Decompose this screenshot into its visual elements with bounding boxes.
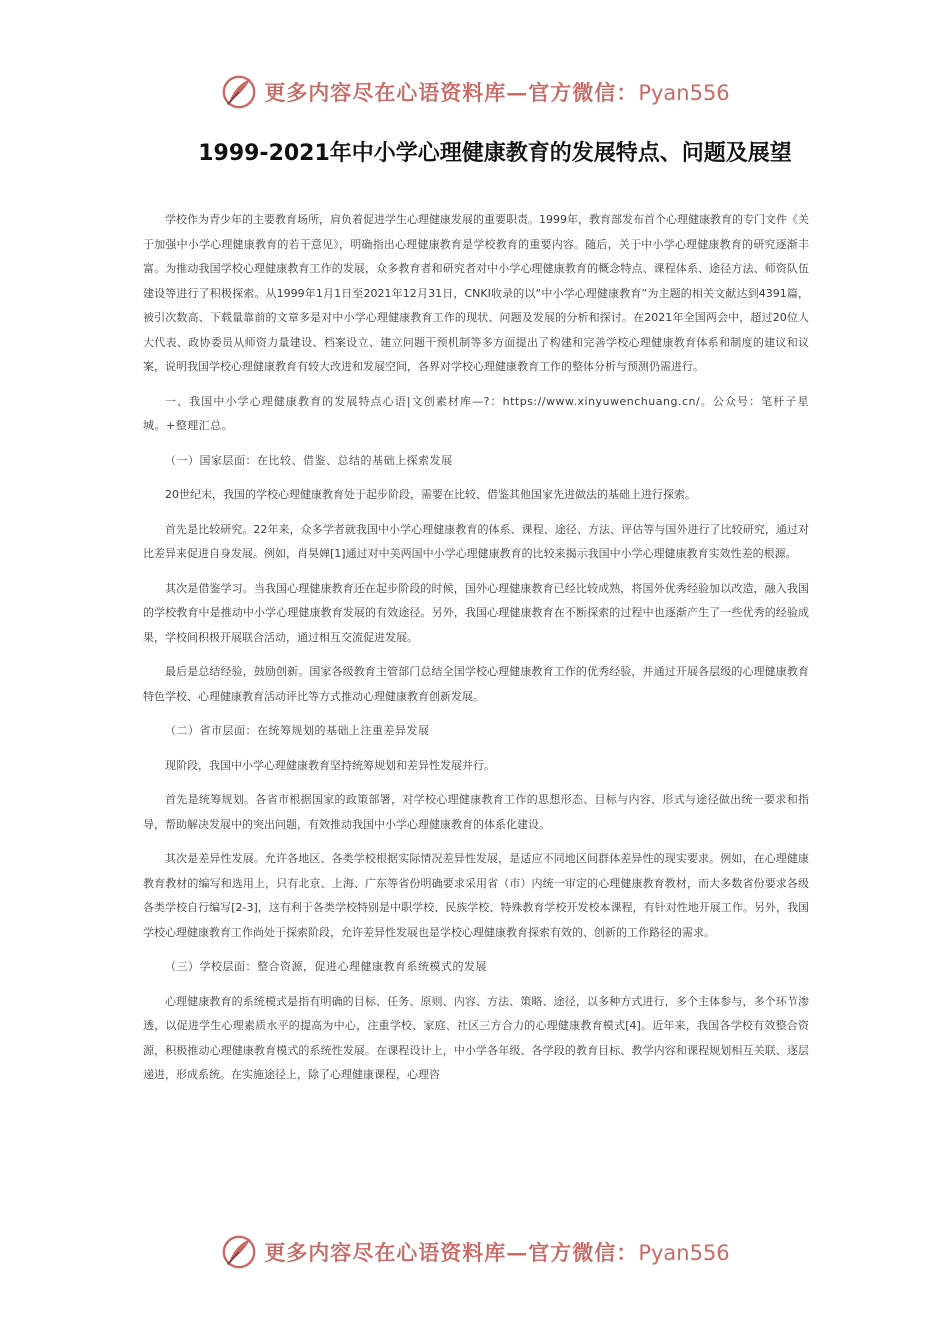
feather-quill-logo-icon [220,73,258,111]
paragraph: 其次是差异性发展。允许各地区、各类学校根据实际情况差异性发展，是适应不同地区间群体差异性的现实要求。例如，在心理健康教育教材的编写和选用上，只有北京、上海、广东等省份明确要求采用省（市）内统一审定的心理健康教育教材，而大多数省份要求各级各类学校自行编写[2-3]，这有利于各类学校特别是中职学校、民族学校、特殊教育学校开发校本课程，有针对性地开展工作。另外，我国学校心理健康教育工作尚处于探索阶段，允许差异性发展也是学校心理健康教育探索有效的、创新的工作路径的需求。 [143,852,809,939]
banner-text: 更多内容尽在心语资料库—官方微信：Pyan556 [264,80,730,105]
page-title: 1999-2021年中小学心理健康教育的发展特点、问题及展望 [198,141,792,166]
feather-quill-logo-icon [220,1233,258,1271]
subsection-heading-3: （三）学校层面：整合资源，促进心理健康教育系统模式的发展 [165,960,487,973]
paragraph: 最后是总结经验，鼓励创新。国家各级教育主管部门总结全国学校心理健康教育工作的优秀经验，并通过开展各层级的心理健康教育特色学校、心理健康教育活动评比等方式推动心理健康教育创新发展。 [143,665,809,703]
paragraph: 20世纪末，我国的学校心理健康教育处于起步阶段，需要在比较、借鉴其他国家先进做法的基础上进行探索。 [165,488,696,501]
paragraph: 现阶段，我国中小学心理健康教育坚持统筹规划和差异性发展并行。 [165,758,495,772]
paragraph: 心理健康教育的系统模式是指有明确的目标、任务、原则、内容、方法、策略、途径，以多种方式进行，多个主体参与，多个环节渗透，以促进学生心理素质水平的提高为中心，注重学校、家庭、社区三方合力的心理健康教育模式[4]。近年来，我国各学校有效整合资源，积极推动心理健康教育模式的系统性发展。在课程设计上，中小学各年级、各学段的教育目标、教学内容和课程规划相互关联、逐层递进，形成系统。在实施途径上，除了心理健康课程，心理咨 [143,994,809,1081]
paragraph: 其次是借鉴学习。当我国心理健康教育还在起步阶段的时候，国外心理健康教育已经比较成熟，将国外优秀经验加以改造，融入我国的学校教育中是推动中小学心理健康教育发展的有效途径。另外，我国心理健康教育在不断探索的过程中也逐渐产生了一些优秀的经验成果，学校间积极开展联合活动，通过相互交流促进发展。 [143,581,809,644]
footer-banner [0,1232,950,1272]
paragraph: 首先是统筹规划。各省市根据国家的政策部署，对学校心理健康教育工作的思想形态、目标与内容、形式与途径做出统一要求和指导，帮助解决发展中的突出问题，有效推动我国中小学心理健康教育的体系化建设。 [143,793,809,831]
subsection-heading-2: （二）省市层面：在统筹规划的基础上注重差异发展 [165,724,430,737]
section-heading-1: 一、我国中小学心理健康教育的发展特点心语|文创素材库—?：https://www.xinyuwenchuang.cn/。公众号：笔杆子星城。+整理汇总。 [143,394,809,432]
paragraph-intro: 学校作为青少年的主要教育场所，肩负着促进学生心理健康发展的重要职责。1999年，教育部发布首个心理健康教育的专门文件《关于加强中小学心理健康教育的若干意见》，明确指出心理健康教育是学校教育的重要内容。随后，关于中小学心理健康教育的研究逐渐丰富。为推动我国学校心理健康教育工作的发展，众多教育者和研究者对中小学心理健康教育的概念特点、课程体系、途径方法、师资队伍建设等进行了积极探索。从1999年1月1日至2021年12月31日，CNKI收录的以“中小学心理健康教育”为主题的相关文献达到4391篇，被引次数高、下载量靠前的文章多是对中小学心理健康教育工作的现状、问题及发展的分析和探讨。在2021年全国两会中，超过20位人大代表、政协委员从师资力量建设、档案设立、建立问题干预机制等多方面提出了构建和完善学校心理健康教育体系和制度的建议和议案，说明我国学校心理健康教育有较大改进和发展空间，各界对学校心理健康教育工作的整体分析与预测仍需进行。 [143,213,809,373]
paragraph: 首先是比较研究。22年来，众多学者就我国中小学心理健康教育的体系、课程、途径、方法、评估等与国外进行了比较研究，通过对比差异来促进自身发展。例如，肖昊婵[1]通过对中美两国中小学心理健康教育的比较来揭示我国中小学心理健康教育实效性差的根源。 [143,522,809,560]
header-banner [0,72,950,112]
subsection-heading-1: （一）国家层面：在比较、借鉴、总结的基础上探索发展 [165,453,453,467]
banner-text: 更多内容尽在心语资料库—官方微信：Pyan556 [264,1240,730,1265]
article-body [143,208,809,1088]
